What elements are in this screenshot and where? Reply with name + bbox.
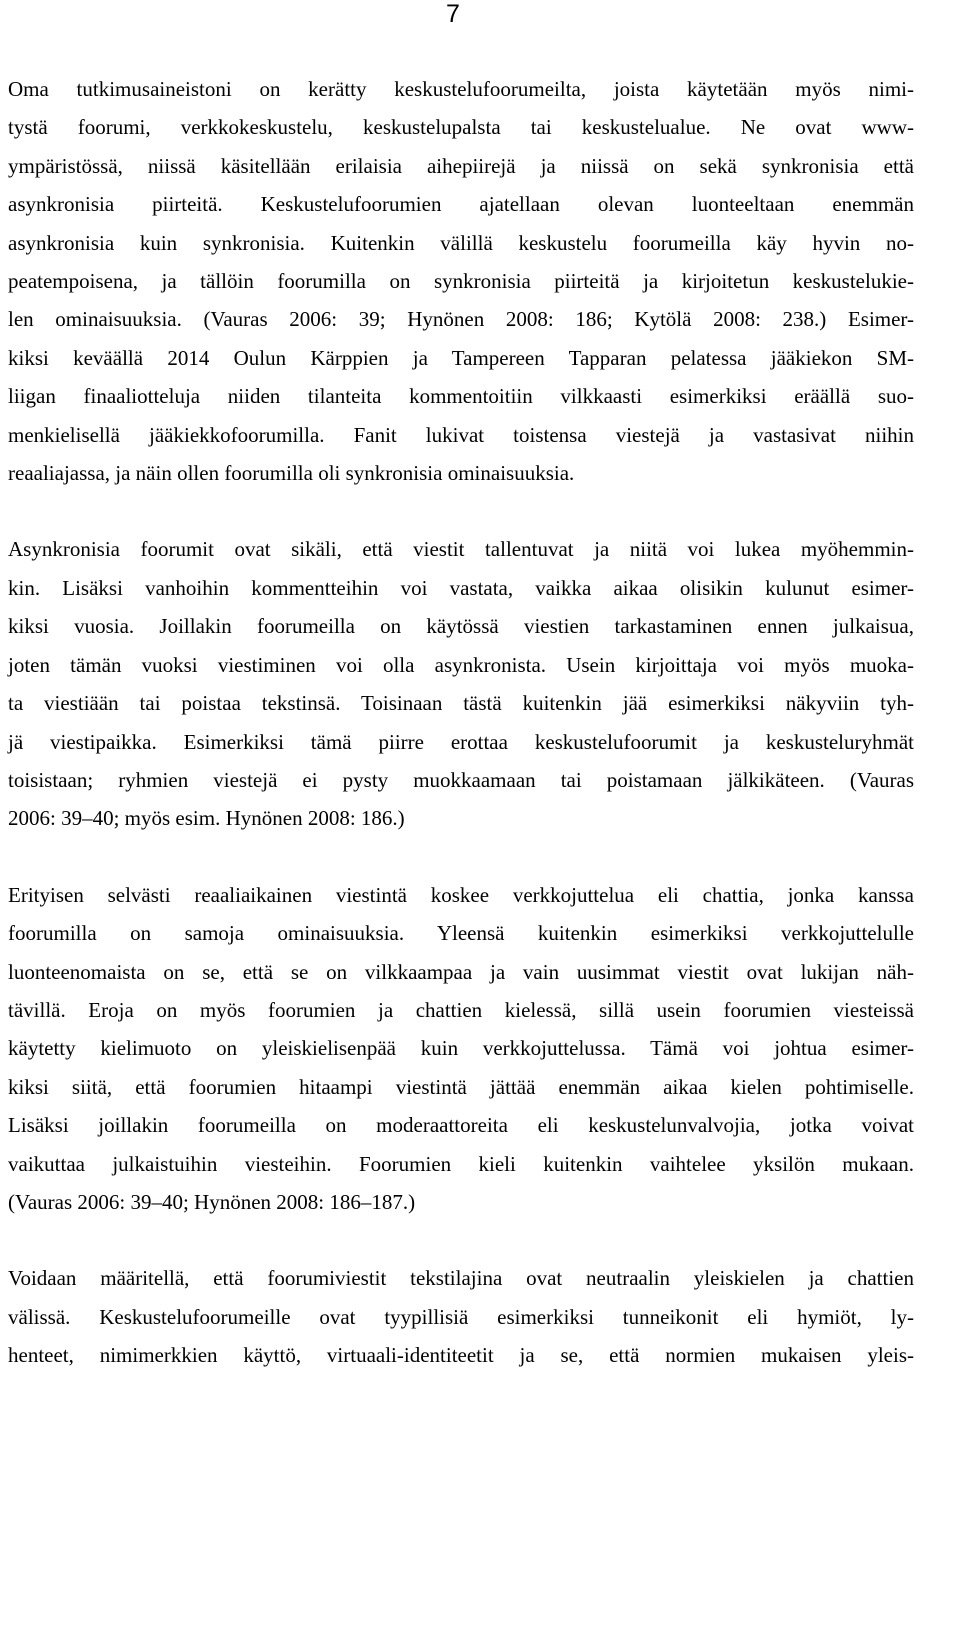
text-line: (Vauras 2006: 39–40; Hynönen 2008: 186–187.) <box>8 1189 416 1214</box>
text-line: Oma tutkimusaineistoni on kerätty keskustelufoorumeilta, joista käytetään myös nimi- <box>8 77 914 101</box>
text-line: liigan finaaliotteluja niiden tilanteita kommentoitiin vilkkaasti esimerkiksi eräällä suo- <box>8 384 914 409</box>
paragraph-gap <box>8 1221 914 1259</box>
paragraph <box>8 70 914 492</box>
paragraph-gap <box>8 492 914 530</box>
text-line: reaaliajassa, ja näin ollen foorumilla oli synkronisia ominaisuuksia. <box>8 461 575 486</box>
text-line: asynkronisia piirteitä. Keskustelufoorumien ajatellaan olevan luonteeltaan enemmän <box>8 192 914 217</box>
paragraph <box>8 530 914 837</box>
text-line: peatempoisena, ja tällöin foorumilla on synkronisia piirteitä ja kirjoitetun keskustelukie- <box>8 269 914 294</box>
text-line: tystä foorumi, verkkokeskustelu, keskustelupalsta tai keskustelualue. Ne ovat www- <box>8 115 914 140</box>
text-line: jä viestipaikka. Esimerkiksi tämä piirre erottaa keskustelufoorumit ja keskusteluryhmät <box>8 729 914 754</box>
text-line: vaikuttaa julkaistuihin viesteihin. Foorumien kieli kuitenkin vaihtelee yksilön mukaan. <box>8 1151 914 1176</box>
paragraph-gap <box>8 838 914 876</box>
text-line: tävillä. Eroja on myös foorumien ja chattien kielessä, sillä usein foorumien viesteissä <box>8 997 914 1022</box>
text-line: kiksi siitä, että foorumien hitaampi viestintä jättää enemmän aikaa kielen pohtimiselle. <box>8 1074 914 1099</box>
text-line: henteet, nimimerkkien käyttö, virtuaali-identiteetit ja se, että normien mukaisen yleis- <box>8 1343 914 1368</box>
page-number: 7 <box>446 0 460 28</box>
text-line: joten tämän vuoksi viestiminen voi olla asynkronista. Usein kirjoittaja voi myös muoka- <box>8 652 914 677</box>
document-body <box>8 70 914 1375</box>
text-line: Voidaan määritellä, että foorumiviestit tekstilajina ovat neutraalin yleiskielen ja chattien <box>8 1266 914 1291</box>
text-line: välissä. Keskustelufoorumeille ovat tyypillisiä esimerkiksi tunneikonit eli hymiöt, ly- <box>8 1304 914 1329</box>
text-line: kin. Lisäksi vanhoihin kommentteihin voi vastata, vaikka aikaa olisikin kulunut esimer- <box>8 575 914 600</box>
paragraph <box>8 1259 914 1374</box>
text-line: kiksi keväällä 2014 Oulun Kärppien ja Tampereen Tapparan pelatessa jääkiekon SM- <box>8 345 914 370</box>
text-line: Asynkronisia foorumit ovat sikäli, että viestit tallentuvat ja niitä voi lukea myöhemmin- <box>8 537 914 562</box>
text-line: menkielisellä jääkiekkofoorumilla. Fanit lukivat toistensa viestejä ja vastasivat niihin <box>8 422 914 447</box>
text-line: käytetty kielimuoto on yleiskielisenpää kuin verkkojuttelussa. Tämä voi johtua esimer- <box>8 1036 914 1061</box>
text-line: len ominaisuuksia. (Vauras 2006: 39; Hynönen 2008: 186; Kytölä 2008: 238.) Esimer- <box>8 307 914 332</box>
text-line: luonteenomaista on se, että se on vilkkaampaa ja vain uusimmat viestit ovat lukijan näh- <box>8 959 914 984</box>
text-line: ta viestiään tai poistaa tekstinsä. Toisinaan tästä kuitenkin jää esimerkiksi näkyviin tyh- <box>8 691 914 716</box>
text-line: Erityisen selvästi reaaliaikainen viestintä koskee verkkojuttelua eli chattia, jonka kanssa <box>8 882 914 907</box>
text-line: asynkronisia kuin synkronisia. Kuitenkin välillä keskustelu foorumeilla käy hyvin no- <box>8 230 914 255</box>
text-line: kiksi vuosia. Joillakin foorumeilla on käytössä viestien tarkastaminen ennen julkaisua, <box>8 614 914 639</box>
text-line: 2006: 39–40; myös esim. Hynönen 2008: 186.) <box>8 806 405 831</box>
text-line: toisistaan; ryhmien viestejä ei pysty muokkaamaan tai poistamaan jälkikäteen. (Vauras <box>8 767 914 792</box>
text-line: ympäristössä, niissä käsitellään erilaisia aihepiirejä ja niissä on sekä synkronisia että <box>8 153 914 178</box>
text-line: foorumilla on samoja ominaisuuksia. Yleensä kuitenkin esimerkiksi verkkojuttelulle <box>8 921 914 946</box>
text-line: Lisäksi joillakin foorumeilla on moderaattoreita eli keskustelunvalvojia, jotka voivat <box>8 1113 914 1138</box>
paragraph <box>8 876 914 1222</box>
